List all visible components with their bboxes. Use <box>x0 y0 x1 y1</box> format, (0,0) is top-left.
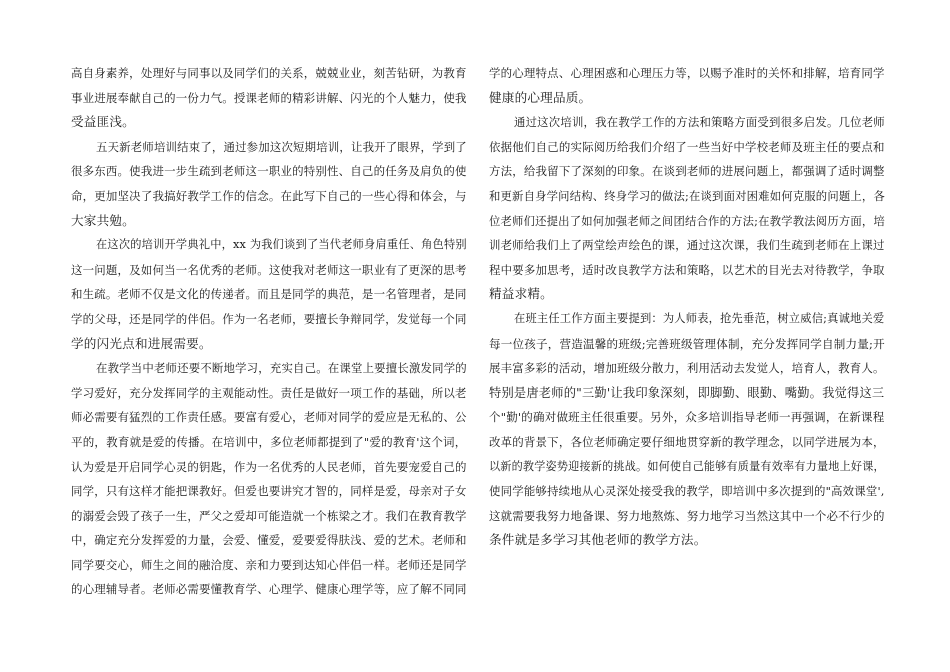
text-line: 的溺爱会毁了孩子一生，严父之爱却可能造就一个栋梁之才。我们在教育教学 <box>71 508 467 523</box>
paragraph-start-line: 五天新老师培训结束了，通过参加这次短期培训，让我开了眼界，学到了 <box>96 139 467 154</box>
text-line: 大家共勉。 <box>71 212 135 228</box>
left-column <box>71 61 466 602</box>
right-column <box>489 61 884 553</box>
text-line: 位老师们还提出了如何加强老师之间团结合作的方法;在教学教法阅历方面，培 <box>489 213 885 228</box>
paragraph-start-line: 在教学当中老师还要不断地学习，充实自己。在课堂上要擅长激发同学的 <box>96 361 467 376</box>
text-line: 事业进展奉献自己的一份力气。授课老师的精彩讲解、闪光的个人魅力，使我 <box>71 90 467 105</box>
text-line: 依据他们自己的实际阅历给我们介绍了一些当好中学校老师及班主任的要点和 <box>489 139 885 154</box>
text-line: 师必需要有猛烈的工作责任感。要富有爱心，老师对同学的爱应是无私的、公 <box>71 410 467 425</box>
text-line: 这一问题，及如何当一名优秀的老师。这使我对老师这一职业有了更深的思考 <box>71 262 467 277</box>
text-line: 的心理辅导者。老师必需要懂教育学、心理学、健康心理学等，应了解不同同 <box>71 582 467 597</box>
text-line: 中，确定充分发挥爱的力量，会爱、懂爱，爱要爱得肤浅、爱的艺术。老师和 <box>71 533 467 548</box>
text-line: 和生疏。老师不仅是文化的传递者。而且是同学的典范，是一名管理者，是同 <box>71 287 467 302</box>
text-line: 受益匪浅。 <box>71 114 135 130</box>
text-line: 认为爱是开启同学心灵的钥匙，作为一名优秀的人民老师，首先要宠爱自己的 <box>71 459 467 474</box>
text-line: 同学，只有这样才能把课教好。但爱也要讲究才智的，同样是爱，母亲对子女 <box>71 484 467 499</box>
text-line: 程中要多加思考，适时改良教学方法和策略，以艺术的目光去对待教学，争取 <box>489 262 885 277</box>
text-line: 命，更加坚决了我搞好教学工作的信念。在此写下自己的一些心得和体会，与 <box>71 188 467 203</box>
text-line: 使同学能够持续地从心灵深处接受我的教学，即培训中多次提到的"高效课堂', <box>489 484 885 499</box>
text-line: 高自身素养，处理好与同事以及同学们的关系，兢兢业业，刻苦钻研，为教育 <box>71 66 467 80</box>
text-line: 以新的教学姿势迎接新的挑战。如何使自己能够有质量有效率有力量地上好课， <box>489 459 885 473</box>
text-line: 展丰富多彩的活动，增加班级分散力，利用活动去发觉人，培育人，教育人。 <box>489 361 885 376</box>
text-line: 条件就是多学习其他老师的教学方法。 <box>489 532 707 548</box>
text-line: 个"勤'的确对做班主任很重要。另外，众多培训指导老师一再强调，在新课程 <box>489 410 885 425</box>
text-line: 学的闪光点和进展需要。 <box>71 335 212 351</box>
text-line: 改革的背景下，各位老师确定要仔细地贯穿新的教学理念，以同学进展为本， <box>489 434 885 449</box>
text-line: 健康的心理品质。 <box>489 89 592 105</box>
text-line: 很多东西。使我进一步生疏到老师这一职业的特别性、自己的任务及肩负的使 <box>71 164 467 179</box>
text-line: 和更新自身学问结构、终身学习的做法;在谈到面对困难如何克服的问题上，各 <box>489 188 885 203</box>
text-line: 方法，给我留下了深刻的印象。在谈到老师的进展问题上，都强调了适时调整 <box>489 164 885 179</box>
text-line: 平的，教育就是爱的传播。在培训中，多位老师都提到了"爱的教育'这个词， <box>71 434 467 449</box>
text-line: 这就需要我努力地备课、努力地熬炼、努力地学习当然这其中一个必不行少的 <box>489 508 885 523</box>
text-line: 学的父母，还是同学的伴侣。作为一名老师，要擅长争辩同学，发觉每一个同 <box>71 311 467 326</box>
text-line: 学的心理特点、心理困惑和心理压力等，以赐予准时的关怀和排解，培育同学 <box>489 66 885 80</box>
paragraph-start-line: 在这次的培训开学典礼中，xx 为我们谈到了当代老师身肩重任、角色特别 <box>96 238 467 252</box>
text-line: 同学要交心，师生之间的融洽度、亲和力要到达知心伴侣一样。老师还是同学 <box>71 557 467 572</box>
text-line: 特别是唐老师的"三勤'让我印象深刻，即脚勤、眼勤、嘴勤。我觉得这三 <box>489 385 885 400</box>
paragraph-start-line: 通过这次培训，我在教学工作的方法和策略方面受到很多启发。几位老师 <box>514 115 885 130</box>
text-line: 训老师给我们上了两堂绘声绘色的课，通过这次课，我们生疏到老师在上课过 <box>489 238 885 253</box>
paragraph-start-line: 在班主任工作方面主要提到：为人师表，抢先垂范，树立威信;真诚地关爱 <box>514 311 885 325</box>
text-line: 精益求精。 <box>489 286 553 302</box>
text-line: 每一位孩子，营造温馨的班级;完善班级管理体制，充分发挥同学自制力量;开 <box>489 336 885 351</box>
text-line: 学习爱好，充分发挥同学的主观能动性。责任是做好一项工作的基础，所以老 <box>71 385 467 400</box>
